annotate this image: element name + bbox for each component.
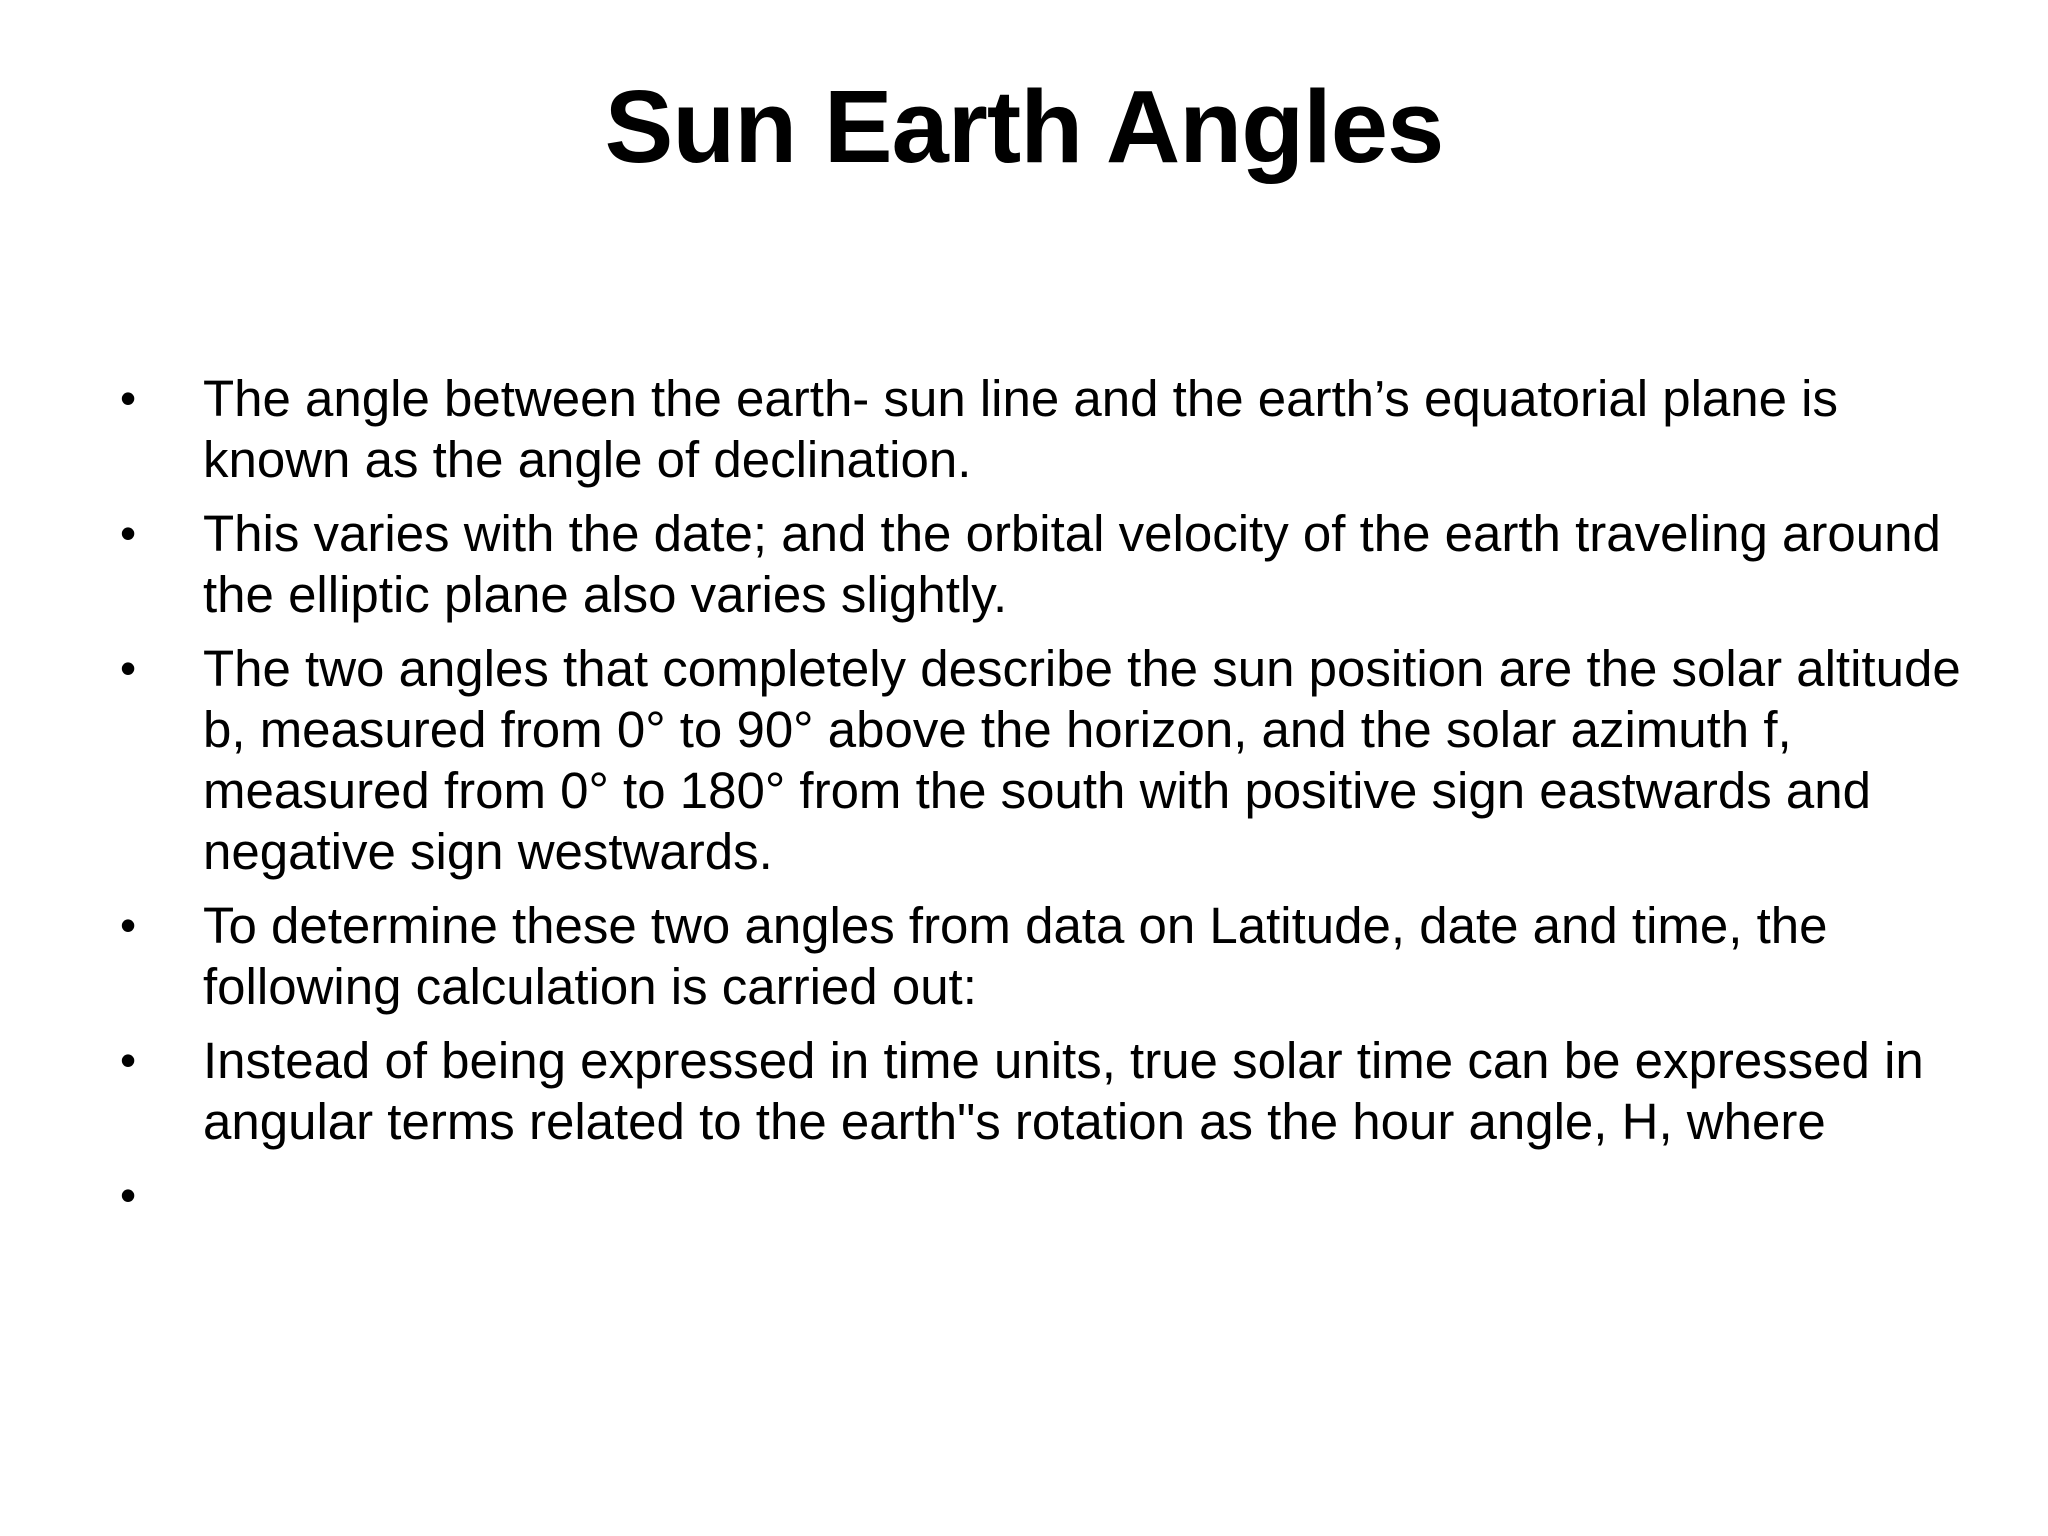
bullet-text: The angle between the earth- sun line and the earth’s equatorial plane is known as the angle of declination.: [203, 370, 1839, 488]
bullet-item: [120, 638, 1980, 882]
bullet-item: [120, 368, 1980, 490]
bullet-dot-icon: •: [120, 507, 137, 559]
bullet-item: [120, 1030, 1980, 1152]
bullet-dot-icon: •: [120, 899, 137, 951]
bullet-item-empty: [120, 1165, 1980, 1226]
slide-title: Sun Earth Angles: [604, 69, 1444, 184]
bullet-dot-icon: •: [120, 1169, 137, 1221]
bullet-text: The two angles that completely describe the sun position are the solar altitude b, measured from 0° to 90° above the horizon, and the solar azimuth f, measured from 0° to 180° from the south with positive sign eastwards and negative sign westwards.: [203, 640, 1961, 880]
bullet-list: [120, 368, 1980, 1239]
bullet-text: This varies with the date; and the orbital velocity of the earth traveling around the elliptic plane also varies slightly.: [203, 505, 1941, 623]
bullet-dot-icon: •: [120, 372, 137, 424]
bullet-text: Instead of being expressed in time units, true solar time can be expressed in angular terms related to the earth"s rotation as the hour angle, H, where: [203, 1032, 1924, 1150]
bullet-item: [120, 895, 1980, 1017]
bullet-dot-icon: •: [120, 1034, 137, 1086]
bullet-dot-icon: •: [120, 642, 137, 694]
bullet-text: To determine these two angles from data on Latitude, date and time, the following calculation is carried out:: [203, 897, 1828, 1015]
bullet-item: [120, 503, 1980, 625]
